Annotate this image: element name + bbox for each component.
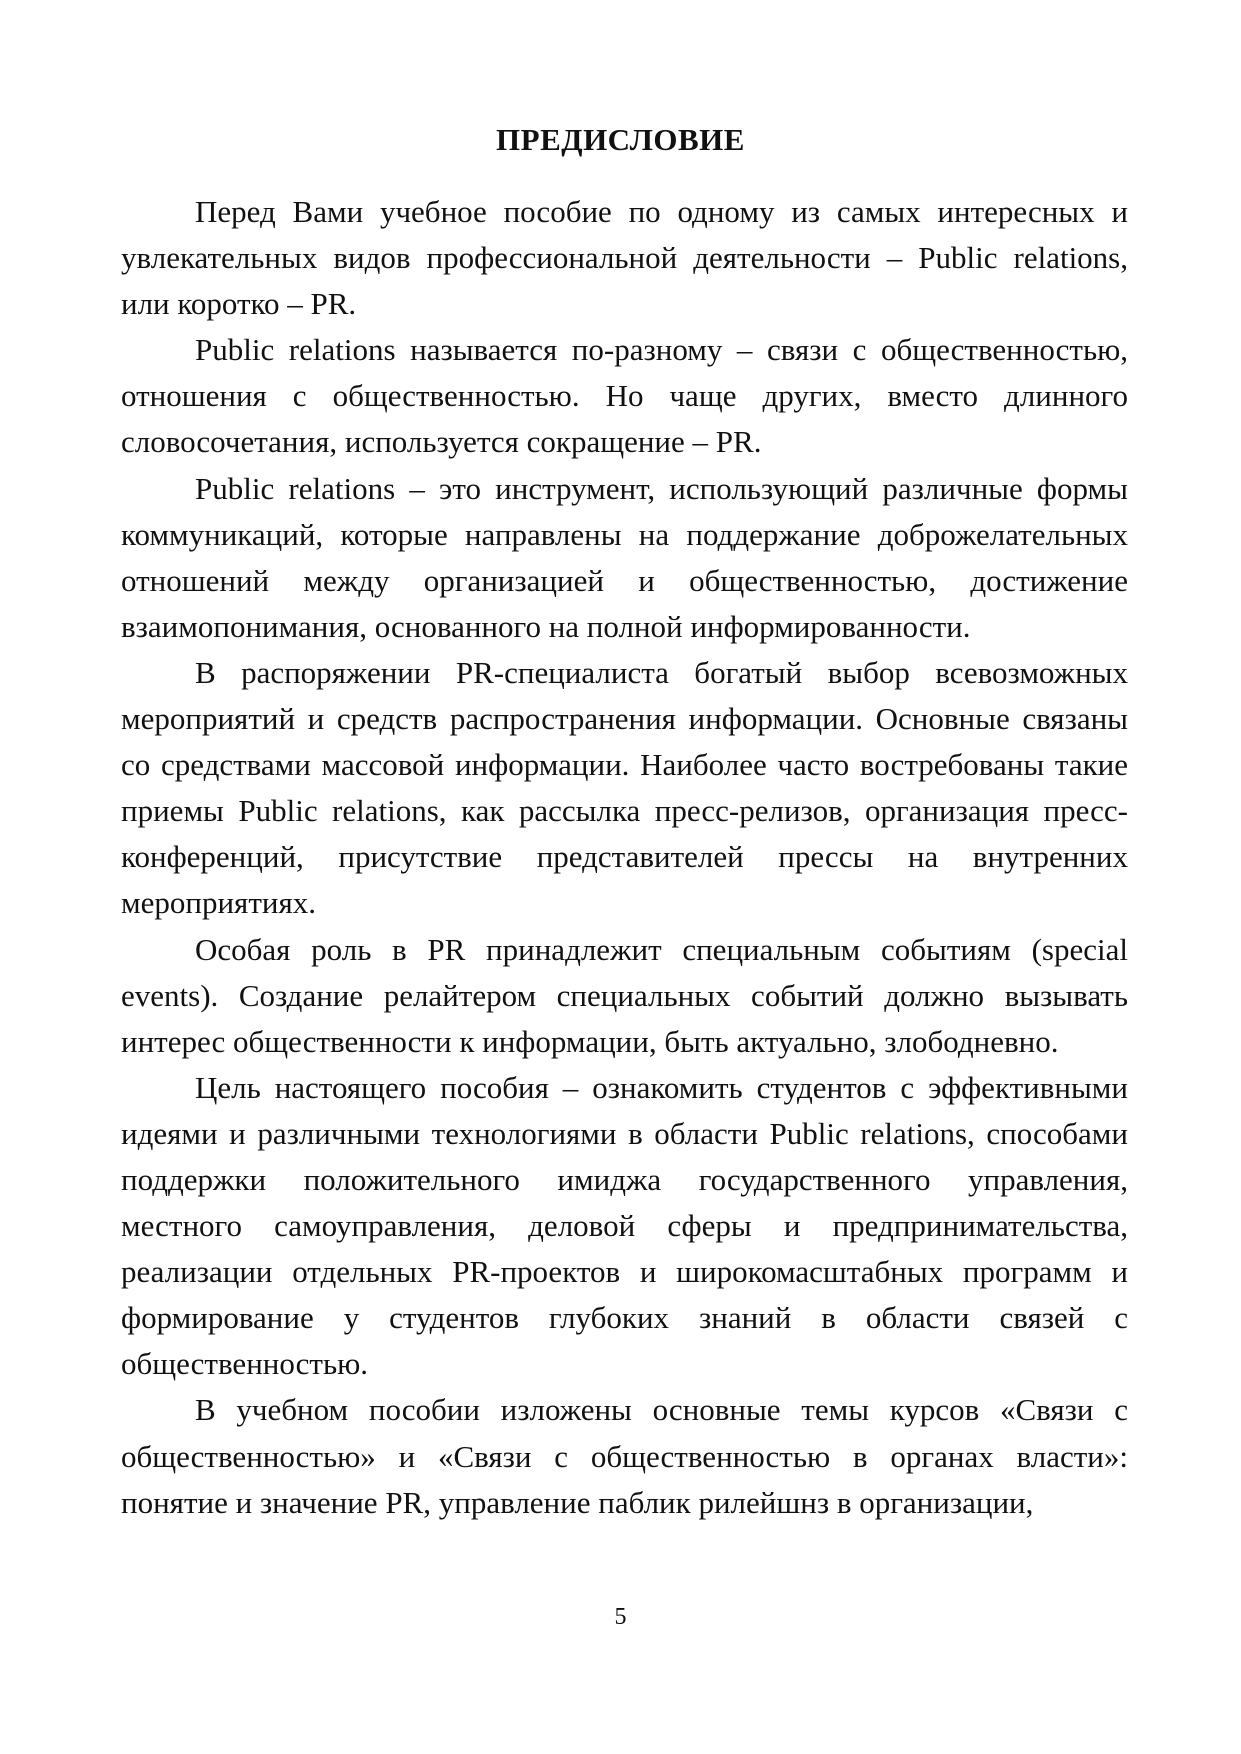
document-body	[121, 189, 1128, 1526]
paragraph-intro: Перед Вами учебное пособие по одному из самых интересных и увлекательных видов профессиональной деятельности – Public relations, или коротко – PR.	[121, 194, 1128, 322]
paragraph-definition-names: Public relations называется по-разному – связи с общественностью, отношения с общественностью. Но чаще других, вместо длинного словосочетания, используется сокращение – PR.	[121, 332, 1128, 460]
paragraph-goal: Цель настоящего пособия – ознакомить студентов с эффективными идеями и различными технологиями в области Public relations, способами поддержки положительного имиджа государственного управления, местного самоуправления, деловой сферы и предпринимательства, реализации отдельных PR-проектов и широкомасштабных программ и формирование у студентов глубоких знаний в области связей с общественностью.	[121, 1069, 1128, 1382]
paragraph-special-events: Особая роль в PR принадлежит специальным событиям (special events). Создание релайтером специальных событий должно вызывать интерес общественности к информации, быть актуально, злободневно.	[121, 931, 1128, 1059]
paragraph-course-topics: В учебном пособии изложены основные темы курсов «Связи с общественностью» и «Связи с общественностью в органах власти»: понятие и значение PR, управление паблик рилейшнз в организации,	[121, 1392, 1128, 1520]
page-number: 5	[614, 1604, 627, 1630]
page-title: ПРЕДИСЛОВИЕ	[496, 122, 745, 157]
paragraph-instrument: Public relations – это инструмент, использующий различные формы коммуникаций, которые направлены на поддержание доброжелательных отношений между организацией и общественностью, достижение взаимопонимания, основанного на полной информированности.	[121, 470, 1128, 644]
paragraph-specialist-tools: В распоряжении PR-специалиста богатый выбор всевозможных мероприятий и средств распространения информации. Основные связаны со средствами массовой информации. Наиболее часто востребованы такие приемы Public relations, как рассылка пресс-релизов, организация пресс-конференций, присутствие представителей прессы на внутренних мероприятиях.	[121, 654, 1128, 921]
